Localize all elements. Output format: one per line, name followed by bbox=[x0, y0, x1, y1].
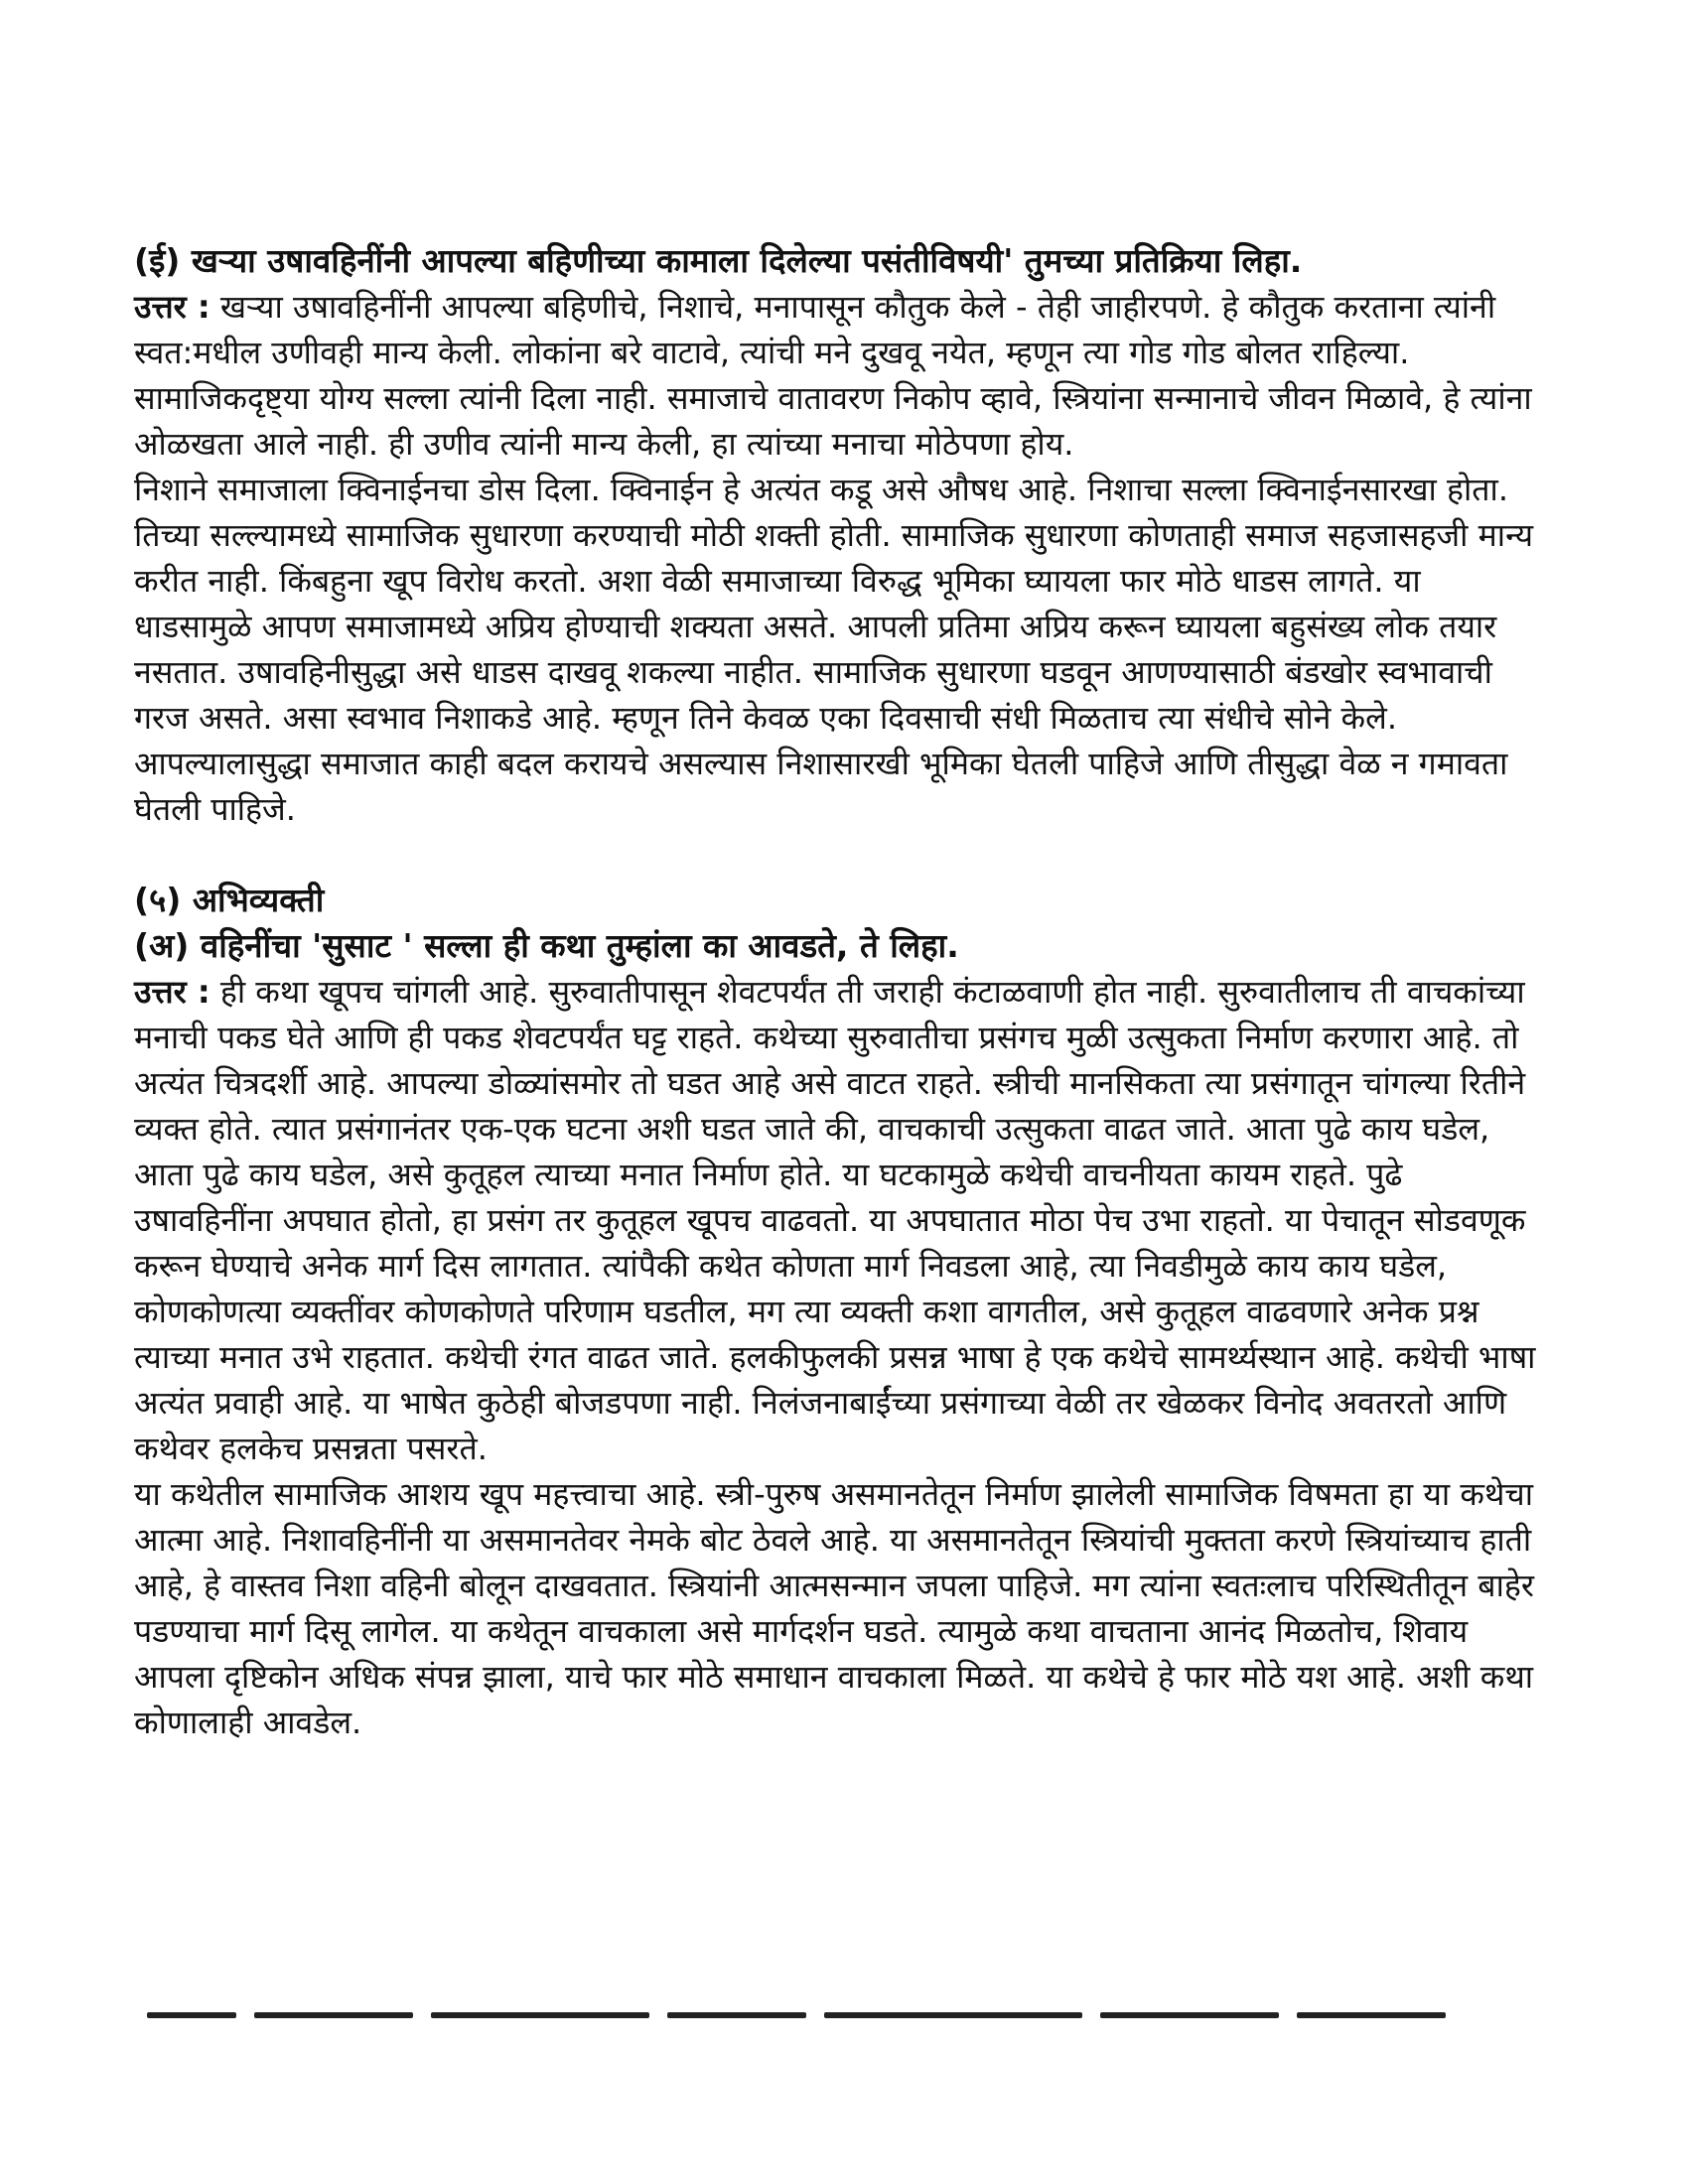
answer-e-paragraph-1 bbox=[134, 284, 1544, 467]
document-page bbox=[134, 238, 1544, 1745]
answer-e-text-1: खऱ्या उषावहिनींनी आपल्या बहिणीचे, निशाचे, मनापासून कौतुक केले - तेही जाहीरपणे. हे कौतुक करताना त्यांनी स्वत:मधील उणीवही मान्य केली. लोकांना बरे वाटावे, त्यांची मने दुखवू नयेत, म्हणून त्या गोड गोड बोलत राहिल्या. सामाजिकदृष्ट्या योग्य सल्ला त्यांनी दिला नाही. समाजाचे वातावरण निकोप व्हावे, स्त्रियांना सन्मानाचे जीवन मिळावे, हे त्यांना ओळखता आले नाही. ही उणीव त्यांनी मान्य केली, हा त्यांच्या मनाचा मोठेपणा होय. bbox=[134, 288, 1532, 463]
section-spacer bbox=[134, 832, 1544, 878]
answer-label: उत्तर : bbox=[134, 973, 211, 1011]
cut-off-text-line bbox=[147, 2012, 1517, 2026]
section-5-heading: (५) अभिव्यक्ती bbox=[134, 881, 325, 919]
answer-5a-paragraph-2: या कथेतील सामाजिक आशय खूप महत्त्वाचा आहे. स्त्री-पुरुष असमानतेतून निर्माण झालेली सामाजिक विषमता हा या कथेचा आत्मा आहे. निशावहिनींनी या असमानतेवर नेमके बोट ठेवले आहे. या असमानतेतून स्त्रियांची मुक्तता करणे स्त्रियांच्याच हाती आहे, हे वास्तव निशा वहिनी बोलून दाखवतात. स्त्रियांनी आत्मसन्मान जपला पाहिजे. मग त्यांना स्वतःलाच परिस्थितीतून बाहेर पडण्याचा मार्ग दिसू लागेल. या कथेतून वाचकाला असे मार्गदर्शन घडते. त्यामुळे कथा वाचताना आनंद मिळतोच, शिवाय आपला दृष्टिकोन अधिक संपन्न झाला, याचे फार मोठे समाधान वाचकाला मिळते. या कथेचे हे फार मोठे यश आहे. अशी कथा कोणालाही आवडेल. bbox=[134, 1475, 1534, 1741]
answer-e-paragraph-2: निशाने समाजाला क्विनाईनचा डोस दिला. क्विनाईन हे अत्यंत कडू असे औषध आहे. निशाचा सल्ला क्विनाईनसारखा होता. तिच्या सल्ल्यामध्ये सामाजिक सुधारणा करण्याची मोठी शक्ती होती. सामाजिक सुधारणा कोणताही समाज सहजासहजी मान्य करीत नाही. किंबहुना खूप विरोध करतो. अशा वेळी समाजाच्या विरुद्ध भूमिका घ्यायला फार मोठे धाडस लागते. या धाडसामुळे आपण समाजामध्ये अप्रिय होण्याची शक्यता असते. आपली प्रतिमा अप्रिय करून घ्यायला बहुसंख्य लोक तयार नसतात. उषावहिनीसुद्धा असे धाडस दाखवू शकल्या नाहीत. सामाजिक सुधारणा घडवून आणण्यासाठी बंडखोर स्वभावाची गरज असते. असा स्वभाव निशाकडे आहे. म्हणून तिने केवळ एका दिवसाची संधी मिळताच त्या संधीचे सोने केले. आपल्यालासुद्धा समाजात काही बदल करायचे असल्यास निशासारखी भूमिका घेतली पाहिजे आणि तीसुद्धा वेळ न गमावता घेतली पाहिजे. bbox=[134, 471, 1534, 828]
question-e: (ई) खऱ्या उषावहिनींनी आपल्या बहिणीच्या कामाला दिलेल्या पसंतीविषयी' तुमच्या प्रतिक्रिया लिहा. bbox=[134, 241, 1303, 280]
answer-5a-text-1: ही कथा खूपच चांगली आहे. सुरुवातीपासून शेवटपर्यंत ती जराही कंटाळवाणी होत नाही. सुरुवातीलाच ती वाचकांच्या मनाची पकड घेते आणि ही पकड शेवटपर्यंत घट्ट राहते. कथेच्या सुरुवातीचा प्रसंगच मुळी उत्सुकता निर्माण करणारा आहे. तो अत्यंत चित्रदर्शी आहे. आपल्या डोळ्यांसमोर तो घडत आहे असे वाटत राहते. स्त्रीची मानसिकता त्या प्रसंगातून चांगल्या रितीने व्यक्त होते. त्यात प्रसंगानंतर एक-एक घटना अशी घडत जाते की, वाचकाची उत्सुकता वाढत जाते. आता पुढे काय घडेल, आता पुढे काय घडेल, असे कुतूहल त्याच्या मनात निर्माण होते. या घटकामुळे कथेची वाचनीयता कायम राहते. पुढे उषावहिनींना अपघात होतो, हा प्रसंग तर कुतूहल खूपच वाढवतो. या अपघातात मोठा पेच उभा राहतो. या पेचातून सोडवणूक करून घेण्याचे अनेक मार्ग दिस लागतात. त्यांपैकी कथेत कोणता मार्ग निवडला आहे, त्या निवडीमुळे काय काय घडेल, कोणकोणत्या व्यक्तींवर कोणकोणते परिणाम घडतील, मग त्या व्यक्ती कशा वागतील, असे कुतूहल वाढवणारे अनेक प्रश्न त्याच्या मनात उभे राहतात. कथेची रंगत वाढत जाते. हलकीफुलकी प्रसन्न भाषा हे एक कथेचे सामर्थ्यस्थान आहे. कथेची भाषा अत्यंत प्रवाही आहे. या भाषेत कुठेही बोजडपणा नाही. निलंजनाबाईंच्या प्रसंगाच्या वेळी तर खेळकर विनोद अवतरतो आणि कथेवर हलकेच प्रसन्नता पसरते. bbox=[134, 973, 1536, 1467]
answer-label: उत्तर : bbox=[134, 288, 211, 326]
answer-5a-paragraph-1 bbox=[134, 969, 1544, 1471]
question-5a: (अ) वहिनींचा 'सुसाट ' सल्ला ही कथा तुम्हांला का आवडते, ते लिहा. bbox=[134, 926, 959, 965]
